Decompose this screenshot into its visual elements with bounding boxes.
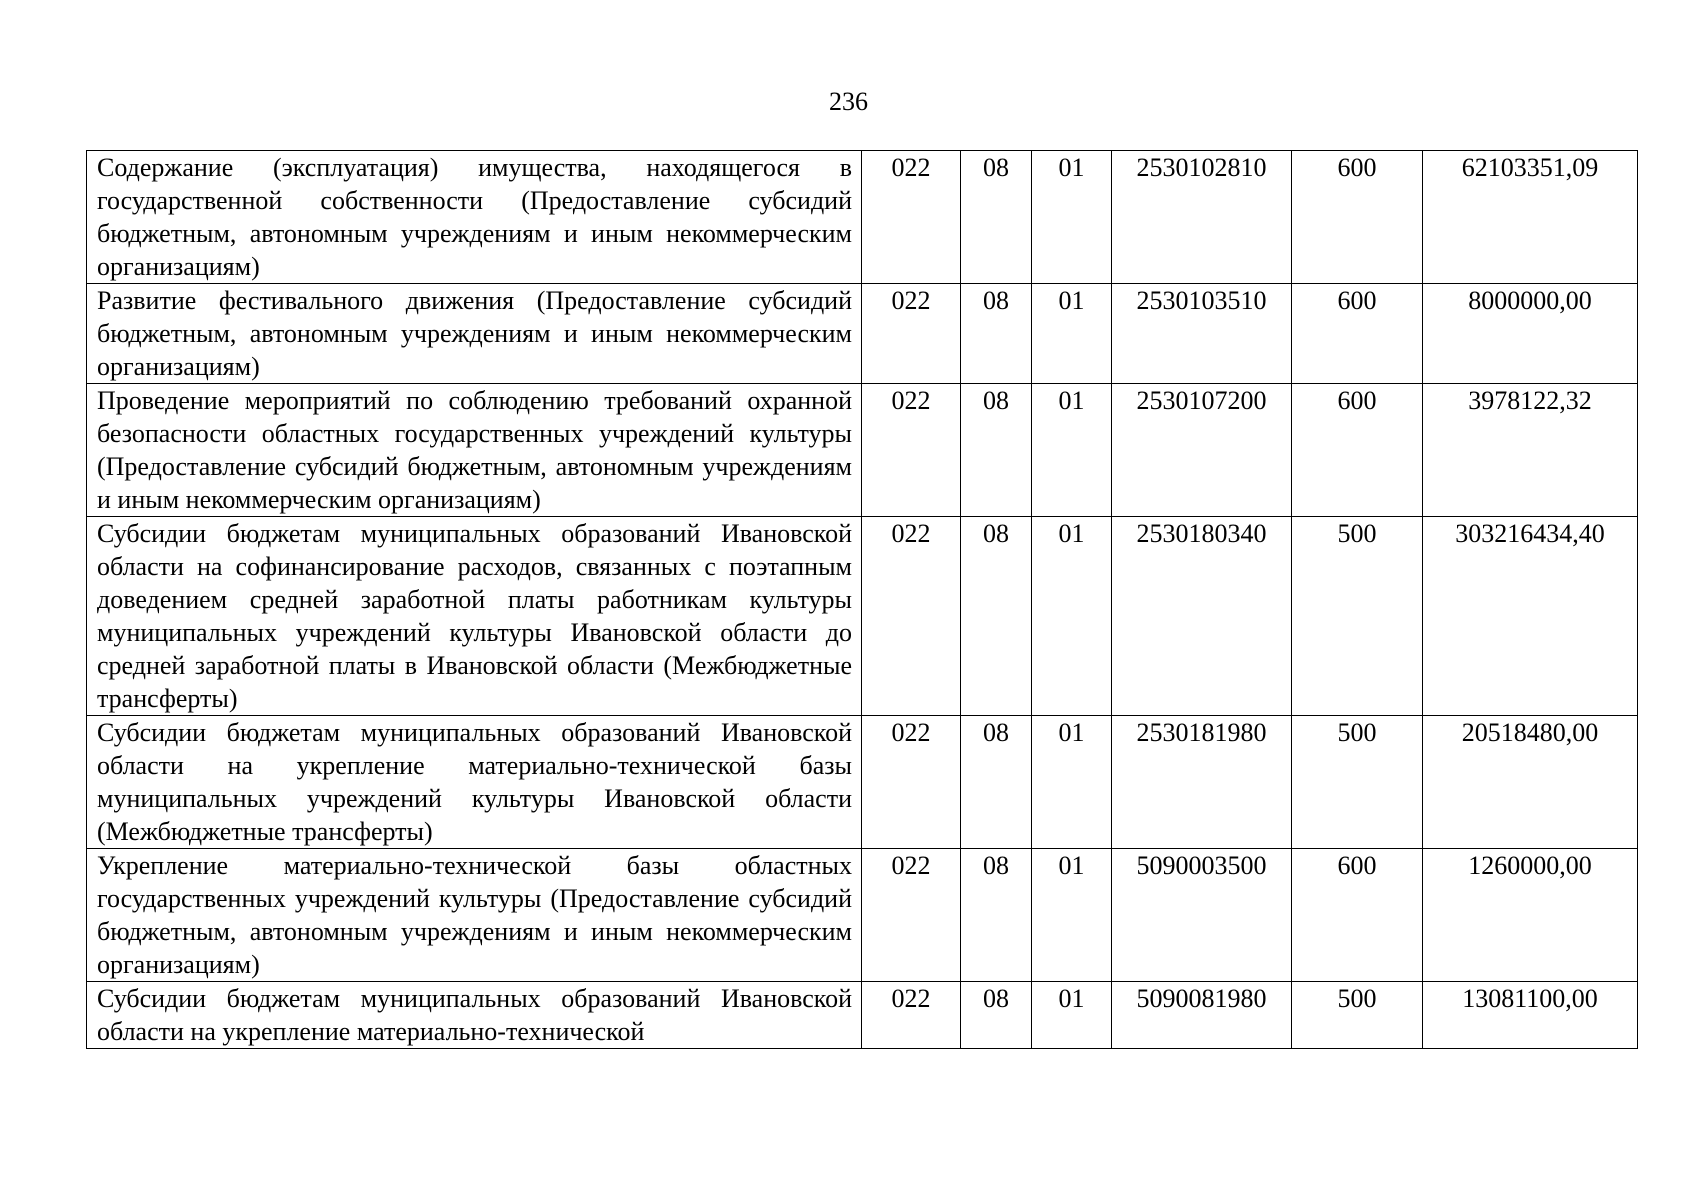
row-description: Субсидии бюджетам муниципальных образований Ивановской области на софинансирование расходов, связанных с поэтапным доведением средней заработной платы работникам культуры муниципальных учреждений культуры Ивановской области до средней заработной платы в Ивановской области (Межбюджетные трансферты) xyxy=(87,517,862,716)
expense-type-code: 600 xyxy=(1292,384,1423,517)
expense-type-code: 600 xyxy=(1292,849,1423,982)
section-code: 08 xyxy=(961,284,1032,384)
amount: 62103351,09 xyxy=(1423,151,1638,284)
ministry-code: 022 xyxy=(862,982,961,1049)
subsection-code: 01 xyxy=(1032,982,1112,1049)
target-article-code: 2530107200 xyxy=(1112,384,1292,517)
subsection-code: 01 xyxy=(1032,849,1112,982)
target-article-code: 2530181980 xyxy=(1112,716,1292,849)
section-code: 08 xyxy=(961,517,1032,716)
expense-type-code: 600 xyxy=(1292,151,1423,284)
table-row xyxy=(87,151,1638,284)
ministry-code: 022 xyxy=(862,517,961,716)
page-number: 236 xyxy=(829,87,868,116)
subsection-code: 01 xyxy=(1032,517,1112,716)
subsection-code: 01 xyxy=(1032,284,1112,384)
section-code: 08 xyxy=(961,384,1032,517)
ministry-code: 022 xyxy=(862,151,961,284)
expense-type-code: 500 xyxy=(1292,517,1423,716)
table-row xyxy=(87,982,1638,1049)
table-row xyxy=(87,384,1638,517)
target-article-code: 2530103510 xyxy=(1112,284,1292,384)
ministry-code: 022 xyxy=(862,716,961,849)
expense-type-code: 500 xyxy=(1292,716,1423,849)
target-article-code: 5090003500 xyxy=(1112,849,1292,982)
target-article-code: 5090081980 xyxy=(1112,982,1292,1049)
row-description: Проведение мероприятий по соблюдению требований охранной безопасности областных государственных учреждений культуры (Предоставление субсидий бюджетным, автономным учреждениям и иным некоммерческим организациям) xyxy=(87,384,862,517)
table-row xyxy=(87,284,1638,384)
subsection-code: 01 xyxy=(1032,151,1112,284)
budget-table xyxy=(86,150,1638,1049)
ministry-code: 022 xyxy=(862,384,961,517)
section-code: 08 xyxy=(961,849,1032,982)
amount: 20518480,00 xyxy=(1423,716,1638,849)
target-article-code: 2530180340 xyxy=(1112,517,1292,716)
row-description: Развитие фестивального движения (Предоставление субсидий бюджетным, автономным учреждениям и иным некоммерческим организациям) xyxy=(87,284,862,384)
expense-type-code: 500 xyxy=(1292,982,1423,1049)
expense-type-code: 600 xyxy=(1292,284,1423,384)
row-description: Укрепление материально-технической базы областных государственных учреждений культуры (Предоставление субсидий бюджетным, автономным учреждениям и иным некоммерческим организациям) xyxy=(87,849,862,982)
table-row xyxy=(87,849,1638,982)
amount: 13081100,00 xyxy=(1423,982,1638,1049)
row-description: Субсидии бюджетам муниципальных образований Ивановской области на укрепление материально-технической базы муниципальных учреждений культуры Ивановской области (Межбюджетные трансферты) xyxy=(87,716,862,849)
subsection-code: 01 xyxy=(1032,384,1112,517)
amount: 1260000,00 xyxy=(1423,849,1638,982)
row-description: Субсидии бюджетам муниципальных образований Ивановской области на укрепление материально-технической xyxy=(87,982,862,1049)
ministry-code: 022 xyxy=(862,284,961,384)
amount: 3978122,32 xyxy=(1423,384,1638,517)
ministry-code: 022 xyxy=(862,849,961,982)
table-row xyxy=(87,716,1638,849)
subsection-code: 01 xyxy=(1032,716,1112,849)
section-code: 08 xyxy=(961,716,1032,849)
amount: 8000000,00 xyxy=(1423,284,1638,384)
row-description: Содержание (эксплуатация) имущества, находящегося в государственной собственности (Предоставление субсидий бюджетным, автономным учреждениям и иным некоммерческим организациям) xyxy=(87,151,862,284)
table-row xyxy=(87,517,1638,716)
section-code: 08 xyxy=(961,982,1032,1049)
target-article-code: 2530102810 xyxy=(1112,151,1292,284)
amount: 303216434,40 xyxy=(1423,517,1638,716)
section-code: 08 xyxy=(961,151,1032,284)
